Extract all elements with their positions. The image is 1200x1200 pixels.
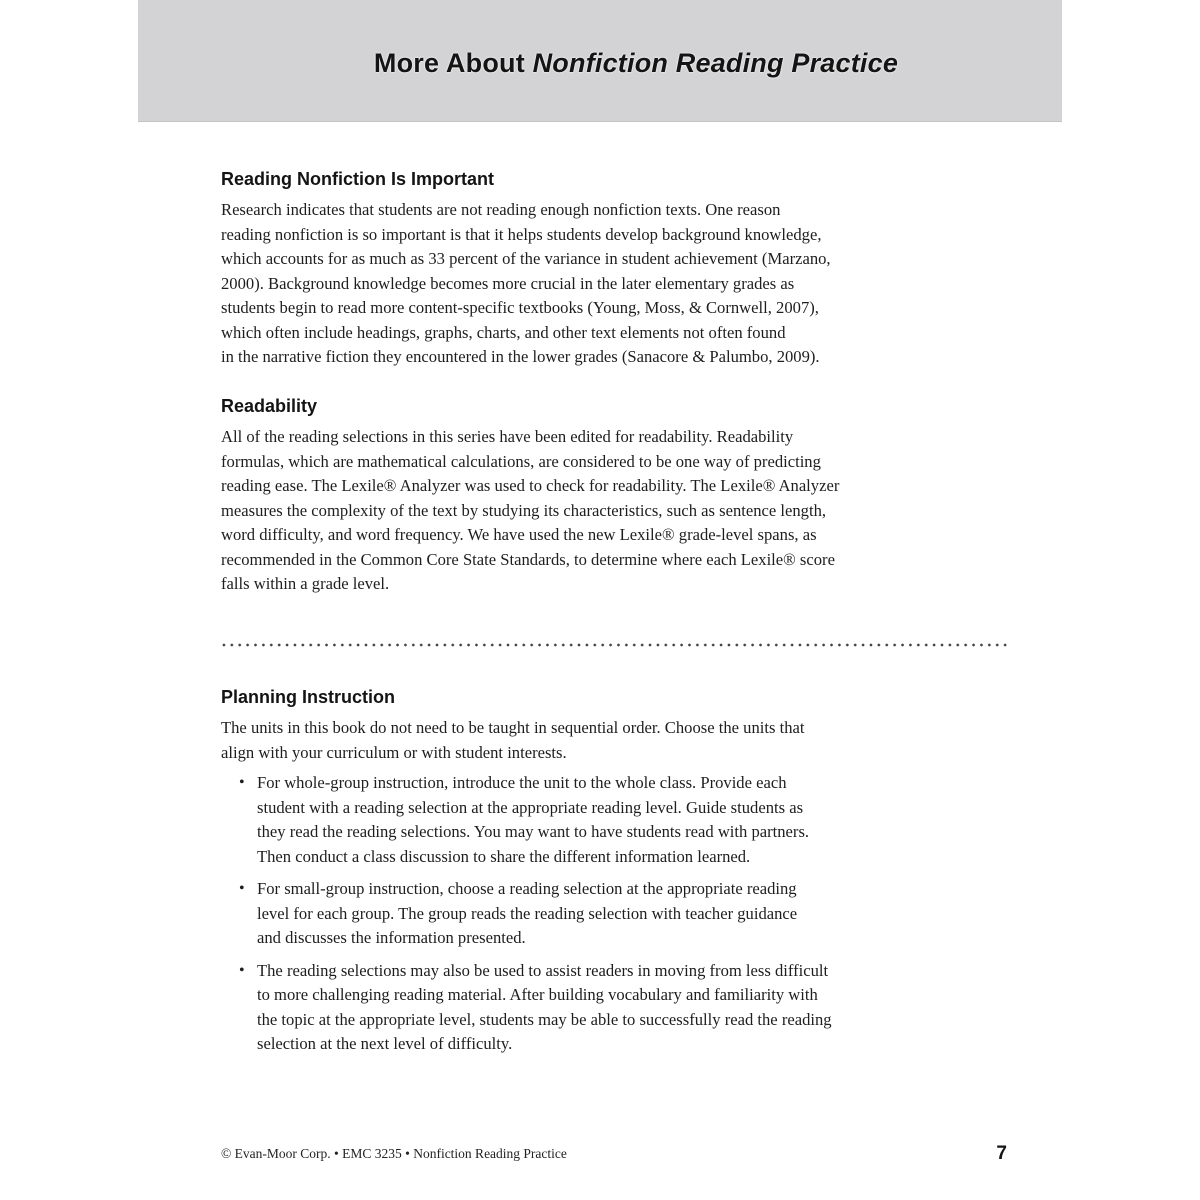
text-line: word difficulty, and word frequency. We have used the new Lexile® grade-level spans, as [221, 525, 817, 544]
text-line: to more challenging reading material. After building vocabulary and familiarity with [257, 985, 818, 1004]
section-heading: Planning Instruction [221, 687, 395, 707]
footer-copyright: © Evan-Moor Corp. • EMC 3235 • Nonfiction Reading Practice [221, 1146, 567, 1161]
page-title-plain: More About [373, 48, 533, 78]
list-item [221, 959, 961, 1057]
text-line: selection at the next level of difficulty. [257, 1034, 513, 1053]
text-line: Research indicates that students are not reading enough nonfiction texts. One reason [221, 200, 781, 219]
page-footer [221, 1143, 1009, 1167]
bullet-icon: • [239, 774, 245, 791]
text-line: the topic at the appropriate level, students may be able to successfully read the reading [257, 1009, 832, 1029]
bullet-icon: • [239, 961, 245, 979]
text-line: Then conduct a class discussion to share the different information learned. [257, 846, 751, 866]
text-line: For small-group instruction, choose a reading selection at the appropriate reading [257, 879, 797, 898]
text-line: formulas, which are mathematical calculations, are considered to be one way of predicting [221, 451, 821, 471]
text-line: All of the reading selections in this series have been edited for readability. Readability [221, 427, 794, 446]
text-line: 2000). Background knowledge becomes more crucial in the later elementary grades as [221, 273, 795, 293]
text-line: and discusses the information presented. [257, 928, 526, 947]
section-paragraph [221, 425, 961, 597]
section-heading: Readability [221, 396, 318, 416]
section-readability [221, 396, 961, 597]
bullet-list [221, 771, 961, 1057]
text-line: The reading selections may also be used to assist readers in moving from less difficult [257, 960, 829, 980]
text-line: reading ease. The Lexile® Analyzer was used to check for readability. The Lexile® Analyzer [221, 476, 840, 495]
list-item [221, 771, 961, 869]
text-line: which accounts for as much as 33 percent of the variance in student achievement (Marzano, [221, 249, 831, 268]
dotted-divider [220, 643, 1008, 647]
text-line: The units in this book do not need to be taught in sequential order. Choose the units that [221, 718, 805, 737]
text-line: students begin to read more content-specific textbooks (Young, Moss, & Cornwell, 2007), [221, 298, 819, 317]
text-line: in the narrative fiction they encountered in the lower grades (Sanacore & Palumbo, 2009). [221, 347, 820, 366]
section-planning-instruction [221, 687, 961, 1065]
text-line: align with your curriculum or with student interests. [221, 742, 567, 762]
text-line: measures the complexity of the text by studying its characteristics, such as sentence length, [221, 500, 827, 520]
section-paragraph [221, 716, 961, 765]
text-line: For whole-group instruction, introduce the unit to the whole class. Provide each [257, 773, 787, 792]
page-title [138, 48, 1062, 79]
text-line: student with a reading selection at the appropriate reading level. Guide students as [257, 797, 804, 817]
text-line: they read the reading selections. You may want to have students read with partners. [257, 822, 810, 841]
text-line: falls within a grade level. [221, 574, 390, 593]
page-title-italic: Nonfiction Reading Practice [532, 48, 899, 78]
bullet-icon: • [239, 880, 245, 897]
text-line: which often include headings, graphs, charts, and other text elements not often found [221, 322, 786, 342]
text-line: level for each group. The group reads the reading selection with teacher guidance [257, 903, 798, 923]
text-line: reading nonfiction is so important is that it helps students develop background knowledge, [221, 224, 822, 244]
list-item [221, 877, 961, 951]
section-heading: Reading Nonfiction Is Important [221, 169, 494, 189]
text-line: recommended in the Common Core State Standards, to determine where each Lexile® score [221, 549, 835, 569]
header-band [138, 0, 1062, 122]
page-number: 7 [996, 1143, 1007, 1164]
section-reading-nonfiction [221, 169, 961, 370]
section-paragraph [221, 198, 961, 370]
